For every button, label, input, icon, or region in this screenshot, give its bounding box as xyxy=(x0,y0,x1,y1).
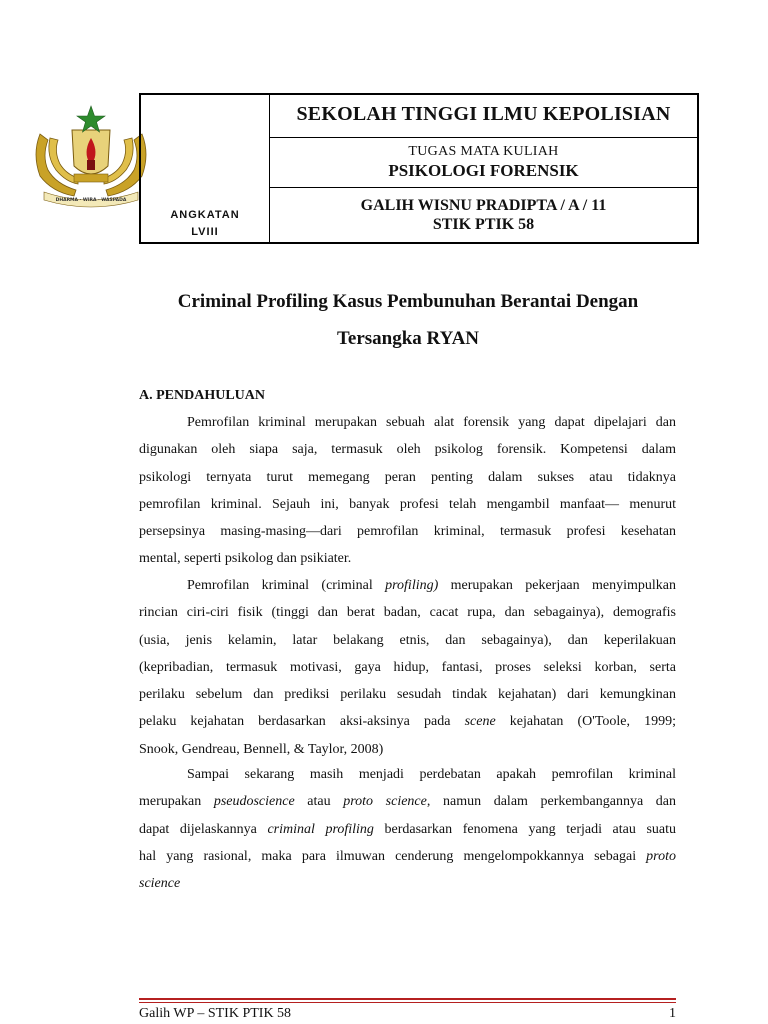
paragraph-line: Pemrofilan kriminal (criminal profiling) merupakan pekerjaan menyimpulkan xyxy=(187,578,677,593)
paragraph-2 xyxy=(139,572,676,763)
paragraph-line: pelaku kejahatan berdasarkan aksi-aksinya pada scene kejahatan (O'Toole, 1999; xyxy=(139,714,676,730)
paragraph-1 xyxy=(139,409,676,573)
paragraph-line: pemrofilan kriminal. Sejauh ini, banyak profesi telah mengambil manfaat— menurut xyxy=(139,496,676,512)
footer-rule xyxy=(139,998,676,1000)
paragraph-line: Pemrofilan kriminal merupakan sebuah alat forensik yang dapat dipelajari dan xyxy=(187,415,676,430)
header-batch-cell xyxy=(141,95,270,242)
header-table xyxy=(139,93,699,244)
batch-label: ANGKATAN xyxy=(170,209,240,221)
paragraph-line: dapat dijelaskannya criminal profiling berdasarkan fenomena yang terjadi atau suatu xyxy=(139,821,676,837)
paragraph-line: merupakan pseudoscience atau proto science, namun dalam perkembangannya dan xyxy=(139,794,676,810)
paragraph-line: mental, seperti psikolog dan psikiater. xyxy=(139,551,352,567)
assignment-label: TUGAS MATA KULIAH xyxy=(408,144,559,159)
paragraph-line: Snook, Gendreau, Bennell, & Taylor, 2008) xyxy=(139,741,384,757)
institution-line: STIK PTIK 58 xyxy=(432,216,535,233)
paragraph-line: Sampai sekarang masih menjadi perdebatan apakah pemrofilan kriminal xyxy=(187,767,676,782)
batch-number: LVIII xyxy=(191,226,219,238)
document-title-line-1: Criminal Profiling Kasus Pembunuhan Berantai Dengan xyxy=(177,291,639,312)
paragraph-3 xyxy=(139,761,676,897)
author-line: GALIH WISNU PRADIPTA / A / 11 xyxy=(360,197,607,214)
document-title-line-2: Tersangka RYAN xyxy=(336,328,480,349)
paragraph-line: hal yang rasional, maka para ilmuwan cenderung mengelompokkannya sebagai proto xyxy=(139,848,676,864)
batch-label-block xyxy=(141,207,269,241)
header-info-cell xyxy=(270,95,697,242)
page-number: 1 xyxy=(669,1006,676,1021)
paragraph-line: rincian ciri-ciri fisik (tinggi dan berat badan, cacat rupa, dan sebagainya), demografis xyxy=(139,605,676,621)
section-heading: A. PENDAHULUAN xyxy=(139,388,265,403)
school-name: SEKOLAH TINGGI ILMU KEPOLISIAN xyxy=(296,103,671,125)
paragraph-line: psikologi ternyata turut memegang peran penting dalam sukses atau tidaknya xyxy=(139,469,676,485)
header-row-school xyxy=(270,95,697,138)
paragraph-line: science xyxy=(139,876,181,892)
footer-author: Galih WP – STIK PTIK 58 xyxy=(139,1006,292,1021)
header-row-course xyxy=(270,138,697,188)
paragraph-line: (usia, jenis kelamin, latar belakang etnis, dan sebagainya), dan keperilakuan xyxy=(139,632,676,648)
paragraph-line: digunakan oleh siapa saja, termasuk oleh psikolog forensik. Kompetensi dalam xyxy=(139,442,676,458)
paragraph-line: persepsinya masing-masing—dari pemrofilan kriminal, termasuk profesi kesehatan xyxy=(139,524,676,540)
emblem-motto: DHARMA · WIRA · WASPADA xyxy=(55,198,127,203)
footer-rule-thin xyxy=(139,1002,676,1003)
emblem-star xyxy=(77,106,105,132)
paragraph-line: perilaku sebelum dan prediksi perilaku sesudah tindak kejahatan) dari kemungkinan xyxy=(139,687,676,703)
police-academy-emblem xyxy=(30,104,152,208)
paragraph-line: (kepribadian, termasuk motivasi, gaya hidup, fantasi, proses seleksi korban, serta xyxy=(139,659,676,675)
course-name: PSIKOLOGI FORENSIK xyxy=(388,161,579,180)
header-row-author xyxy=(270,188,697,242)
